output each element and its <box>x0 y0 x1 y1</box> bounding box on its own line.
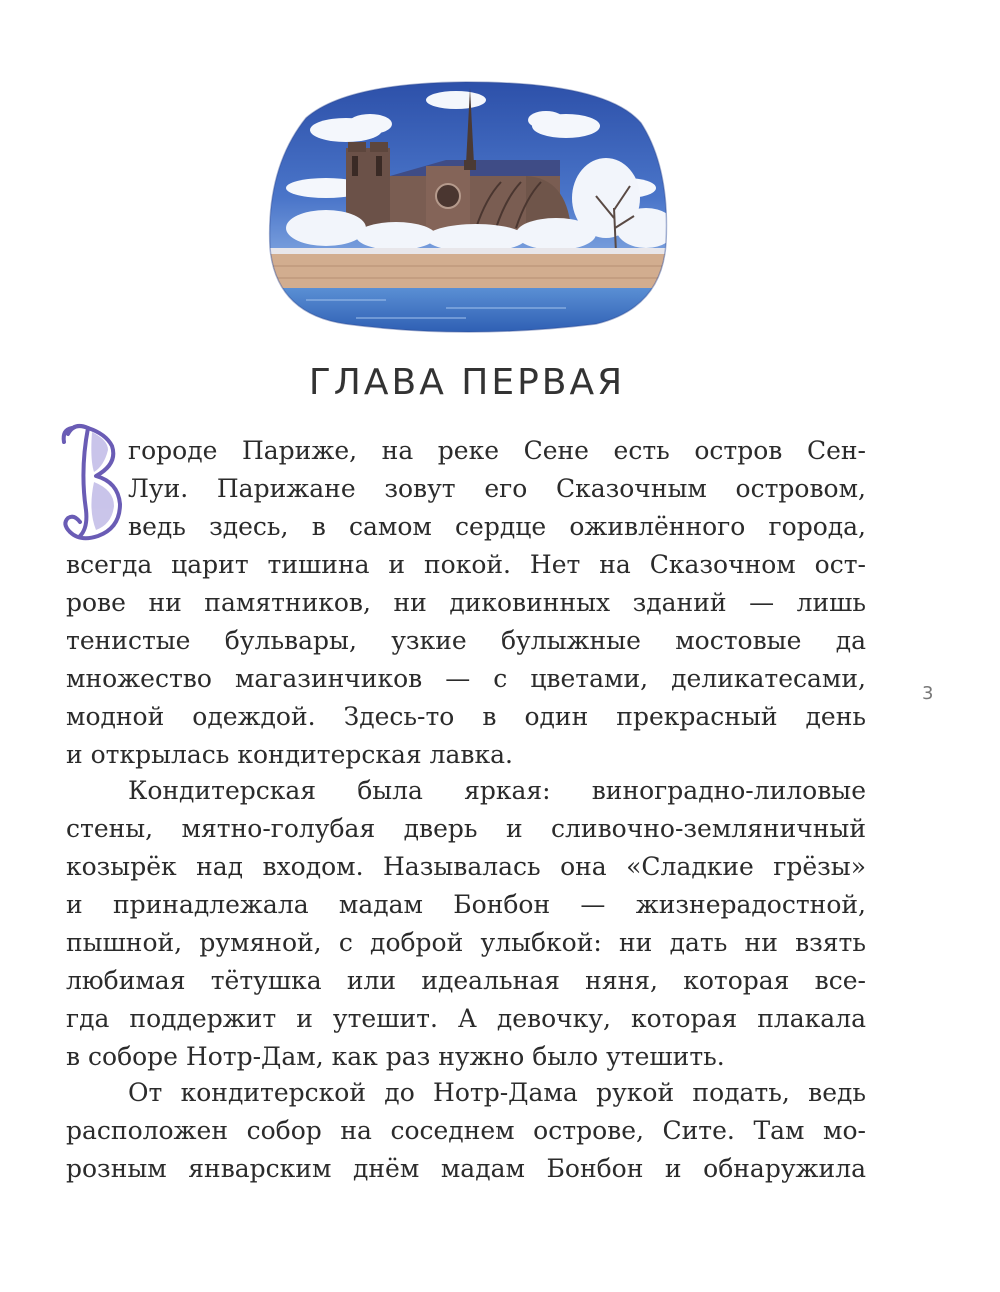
text-line: От кондитерской до Нотр-Дама рукой подать, ведь <box>128 1078 866 1107</box>
svg-text:В: В <box>58 420 59 421</box>
text-line: стены, мятно-голубая дверь и сливочно-земляничный <box>66 814 866 843</box>
chapter-title: ГЛАВА ПЕРВАЯ <box>308 362 626 403</box>
text-line: тенистые бульвары, узкие булыжные мостовые да <box>66 626 866 655</box>
text-line: всегда царит тишина и покой. Нет на Сказочном ост- <box>66 550 866 579</box>
text-line: множество магазинчиков — с цветами, деликатесами, <box>66 664 866 693</box>
text-line: городе Париже, на реке Сене есть остров Сен- <box>128 436 866 465</box>
text-line: расположен собор на соседнем острове, Сите. Там мо- <box>66 1116 866 1145</box>
text-line: Луи. Парижане зовут его Сказочным островом, <box>128 474 866 503</box>
text-line: и принадлежала мадам Бонбон — жизнерадостной, <box>66 890 866 919</box>
page-number: 3 <box>922 683 934 704</box>
text-line: рове ни памятников, ни диковинных зданий — лишь <box>66 588 866 617</box>
text-line: модной одеждой. Здесь-то в один прекрасный день <box>66 702 866 731</box>
drop-cap-letter <box>58 420 128 544</box>
notre-dame-illustration <box>266 78 670 336</box>
text-line: розным январским днём мадам Бонбон и обнаружила <box>66 1154 866 1183</box>
text-line: Кондитерская была яркая: виноградно-лиловые <box>128 776 866 805</box>
text-line: ведь здесь, в самом сердце оживлённого города, <box>128 512 866 541</box>
text-line: в соборе Нотр-Дам, как раз нужно было утешить. <box>66 1042 725 1071</box>
text-line: пышной, румяной, с доброй улыбкой: ни дать ни взять <box>66 928 866 957</box>
text-line: любимая тётушка или идеальная няня, которая все- <box>66 966 866 995</box>
text-line: и открылась кондитерская лавка. <box>66 740 513 769</box>
text-line: гда поддержит и утешит. А девочку, которая плакала <box>66 1004 866 1033</box>
text-line: козырёк над входом. Называлась она «Сладкие грёзы» <box>66 852 866 881</box>
